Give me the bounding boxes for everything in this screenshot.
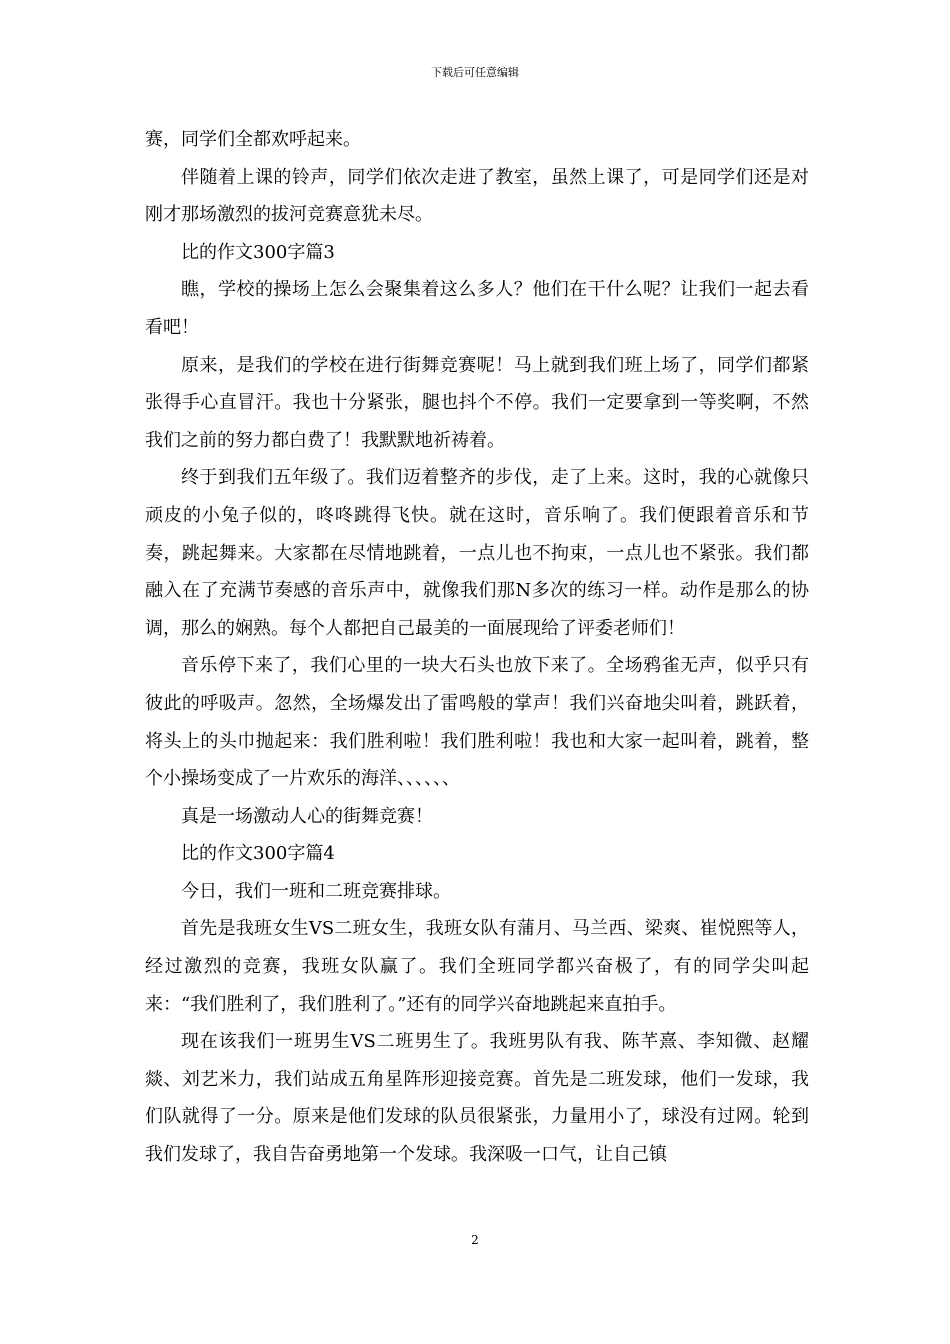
paragraph-12: 现在该我们一班男生VS二班男生了。我班男队有我、陈芊熹、李知微、赵耀燚、刘艺米力，我们站成五角星阵形迎接竞赛。首先是二班发球，他们一发球，我们队就得了一分。原来是他们发球的队员很紧张，力量用小了，球没有过网。轮到我们发球了，我自告奋勇地第一个发球。我深吸一口气，让自己镇 <box>145 1031 809 1166</box>
section-heading-4: 比的作文300字篇4 <box>181 843 335 865</box>
paragraph-8: 真是一场激动人心的街舞竞赛！ <box>181 805 433 827</box>
section-heading-3: 比的作文300字篇3 <box>181 241 335 263</box>
paragraph-7: 音乐停下来了，我们心里的一块大石头也放下来了。全场鸦雀无声，似乎只有彼此的呼吸声。忽然，全场爆发出了雷鸣般的掌声！我们兴奋地尖叫着，跳跃着，将头上的头巾抛起来：我们胜利啦！我们胜利啦！我也和大家一起叫着，跳着，整个小操场变成了一片欢乐的海洋、、、、、、 <box>145 655 809 790</box>
paragraph-2: 伴随着上课的铃声，同学们依次走进了教室，虽然上课了，可是同学们还是对刚才那场激烈的拔河竞赛意犹未尽。 <box>145 166 809 226</box>
page-header: 下载后可任意编辑 <box>431 66 519 79</box>
paragraph-11: 首先是我班女生VS二班女生，我班女队有蒲月、马兰西、梁爽、崔悦熙等人，经过激烈的竞赛，我班女队赢了。我们全班同学都兴奋极了，有的同学尖叫起来：“我们胜利了，我们胜利了。”还有的同学兴奋地跳起来直拍手。 <box>145 918 809 1015</box>
paragraph-10: 今日，我们一班和二班竞赛排球。 <box>181 880 451 902</box>
paragraph-6: 终于到我们五年级了。我们迈着整齐的步伐，走了上来。这时，我的心就像只顽皮的小兔子似的，咚咚跳得飞快。就在这时，音乐响了。我们便跟着音乐和节奏，跳起舞来。大家都在尽情地跳着，一点儿也不拘束，一点儿也不紧张。我们都融入在了充满节奏感的音乐声中，就像我们那N多次的练习一样。动作是那么的协调，那么的娴熟。每个人都把自己最美的一面展现给了评委老师们！ <box>145 467 809 639</box>
paragraph-5: 原来，是我们的学校在进行街舞竞赛呢！马上就到我们班上场了，同学们都紧张得手心直冒汗。我也十分紧张，腿也抖个不停。我们一定要拿到一等奖啊，不然我们之前的努力都白费了！我默默地祈祷着。 <box>145 354 809 451</box>
paragraph-4: 瞧，学校的操场上怎么会聚集着这么多人？他们在干什么呢？让我们一起去看看吧！ <box>145 279 809 338</box>
paragraph-1: 赛，同学们全都欢呼起来。 <box>145 129 361 150</box>
document-body <box>145 121 809 1174</box>
page-number: 2 <box>471 1233 479 1247</box>
